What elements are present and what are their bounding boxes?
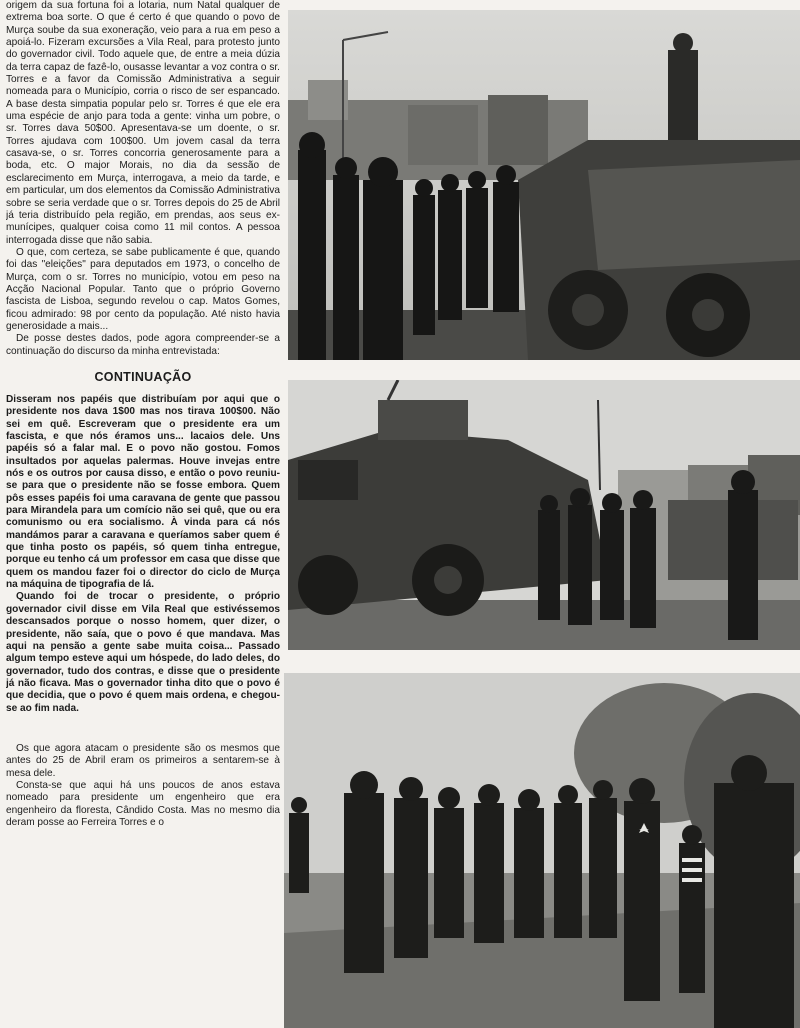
paragraph-gap xyxy=(6,715,280,743)
photo-soldiers-armored-vehicle xyxy=(288,10,800,360)
photo-armored-vehicle-square xyxy=(288,380,800,650)
photo-soldiers-armored-vehicle-image xyxy=(288,10,800,360)
section-heading: CONTINUAÇÃO xyxy=(94,369,192,384)
article-paragraph-2: O que, com certeza, se sabe publicamente é que, quando foi das "eleições" para deputados em 1973, o concelho de Murça, com o sr. Torres no município, votou em peso na Acção Nacional Popular. Tanto que o próprio Governo fascista de Lisboa, segundo revelou o cap. Matos Gomes, ficou admirado: 98 por cento da população. Até nisto havia generosidade a mais... xyxy=(6,246,280,332)
photo-crowd-street-image xyxy=(284,673,800,1028)
interview-paragraph-1: Disseram nos papéis que distribuíam por aqui que o presidente nos dava 1$00 mas nos tirava 100$00. Não sei em quê. Escreveram que o presidente era um fascista, e que nós éramos uns... lacaios dele. Uns papéis só a falar mal. E o povo não gostou. Fomos insultados por aquelas palermas. Houve invejas entre nós e os outros por causa disso, e então o povo reuniu-se para que o presidente não se fosse embora. Quem pôs esses papéis foi uma caravana de gente que passou para Mirandela para um comício não sei quê, que ou era comunismo ou era socialismo. À vinda para cá nós mandámos parar a caravana e queríamos saber quem é que tinha posto os papéis, só quem tinha entregue, porque eu tenho cá um professor em casa que disse que quem os mandou fazer foi o director do ciclo de Murça na máquina de tipografia de lá. xyxy=(6,393,280,591)
photo-armored-vehicle-square-image xyxy=(288,380,800,650)
interview-paragraph-2: Quando foi de trocar o presidente, o próprio governador civil disse em Vila Real que estivéssemos descansados porque o nosso homem, quer dizer, o presidente, não saía, que o povo é que mandava. Mas aqui na pensão a gente sabe muita coisa... Passado algum tempo esteve aqui um hóspede, do lado deles, do governador, tudo dos contras, e disse que o presidente já não ficava. Mas o governador tinha dito que o povo é que decidia, que o povo é quem mais ordena, e chegou-se ao fim nada. xyxy=(6,591,280,714)
article-paragraph-7: Consta-se que aqui há uns poucos de anos estava nomeado para presidente um engenheiro que era engenheiro da floresta, Cândido Costa. Mas no mesmo dia deram posse ao Ferreira Torres e o xyxy=(6,779,280,828)
article-paragraph-1: origem da sua fortuna foi a lotaria, num Natal qualquer de extrema boa sorte. O que é certo é que quando o povo de Murça soube da sua exoneração, veio para a rua em peso a apoiá-lo. Fizeram excursões a Vila Real, para protesto junto do governador civil. Todo aquele que, de entre a meia dúzia da terra capaz de fazê-lo, ousasse levantar a voz contra o sr. Torres e a favor da Comissão Administrativa a seguir nomeada para o Município, corria o risco de ser espancado. A base desta simpatia popular pelo sr. Torres é que ele era uma espécie de anjo para toda a gente: vinha um pobre, o sr. Torres dava 50$00. Apresentava-se um doente, o sr. Torres ajudava com 100$00. Um jovem casal da terra casava-se, o sr. Torres concorria generosamente para a boda, etc. O major Morais, no dia da sessão de esclarecimento em Murça, interrogava, a meio da tarde, e em particular, um dos elementos da Comissão Administrativa sobre se seria verdade que o sr. Torres depois do 25 de Abril já teria distribuído pela região, em prendas, aos seus ex-munícipes, qualquer coisa como 11 mil contos. A pessoa interrogada disse que não sabia. xyxy=(6,0,280,246)
photo-crowd-street xyxy=(284,673,800,1028)
article-paragraph-3: De posse destes dados, pode agora compreender-se a continuação do discurso da minha entrevistada: xyxy=(6,333,280,357)
article-paragraph-6: Os que agora atacam o presidente são os mesmos que antes do 25 de Abril eram os primeiros a sentarem-se à mesa dele. xyxy=(6,742,280,779)
article-column xyxy=(6,0,280,1028)
